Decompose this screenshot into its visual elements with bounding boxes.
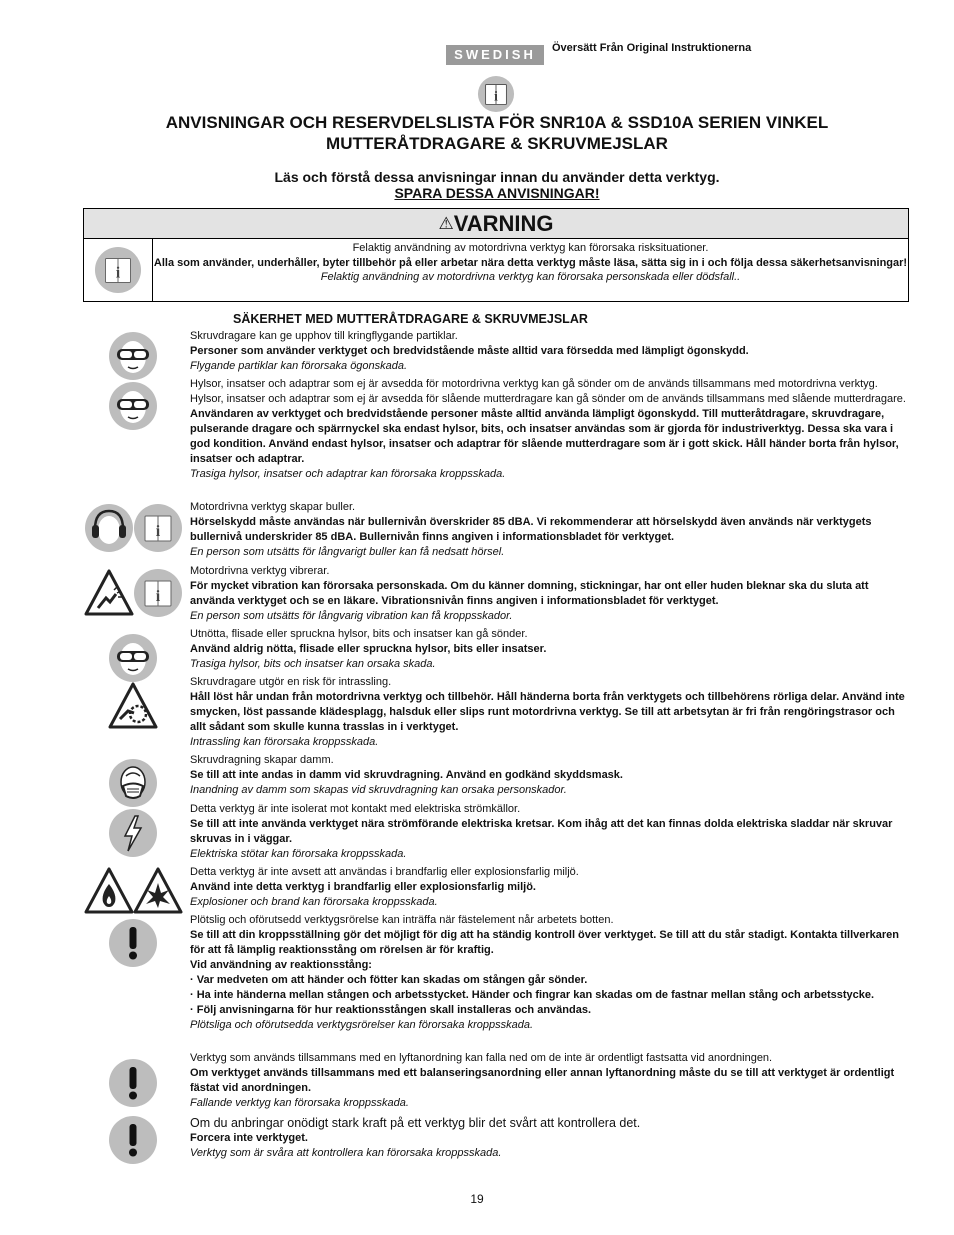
svg-text:i: i [115,264,121,282]
safety-entry-vibration [190,564,910,624]
exclamation-icon [108,1058,158,1108]
safety-entry-worn-sockets [190,627,910,672]
entry-subheading: Vid användning av reaktionsstång: [190,959,372,971]
entry-hazard: Utnötta, flisade eller spruckna hylsor, bits och insatser kan gå sönder. [190,628,528,640]
page-number: 19 [470,1192,484,1206]
entry-bullet: · Följ anvisningarna för hur reaktionsstången skall installeras och användas. [190,1004,592,1016]
entry-consequence: Trasiga hylsor, bits och insatser kan orsaka skada. [190,658,436,670]
entry-consequence: Plötsliga och oförutsedda verktygsrörelser kan förorsaka kroppsskada. [190,1019,534,1031]
entanglement-icon [108,681,158,731]
book-icon [477,75,515,113]
safety-entry-reaction-bar [190,913,910,1033]
language-badge: SWEDISH [446,45,544,65]
entry-instruction: Använd aldrig nötta, flisade eller spruckna hylsor, bits eller insatser. [190,643,547,655]
exclamation-icon [108,1115,158,1165]
entry-consequence: Flygande partiklar kan förorsaka ögonskada. [190,360,408,372]
entry-instruction: Forcera inte verktyget. [190,1132,308,1144]
translation-note: Översätt Från Original Instruktionerna [552,42,752,54]
book-icon [133,568,183,618]
safety-entry-eye-protection [190,329,910,374]
entry-consequence: En person som utsätts för långvarig vibration kan få kroppsskador. [190,610,513,622]
safety-entry-dust [190,753,910,798]
section-title: SÄKERHET MED MUTTERÅTDRAGARE & SKRUVMEJSLAR [233,312,588,326]
entry-consequence: Intrassling kan förorsaka kroppsskada. [190,736,379,748]
entry-hazard: Plötslig och oförutsedd verktygsrörelse kan inträffa när fästelement når arbetets botten. [190,914,614,926]
safety-entry-explosive [190,865,910,910]
entry-bullet: · Var medveten om att händer och fötter kan skadas om stången går sönder. [190,974,588,986]
entry-consequence: Elektriska stötar kan förorsaka kroppsskada. [190,848,407,860]
electric-shock-icon [108,808,158,858]
warning-line-3: Felaktig användning av motordrivna verktyg kan förorsaka personskada eller dödsfall.. [320,271,741,283]
entry-consequence: En person som utsätts för långvarigt buller kan få nedsatt hörsel. [190,546,505,558]
entry-hazard: Skruvdragning skapar damm. [190,754,334,766]
warning-text [153,239,908,301]
entry-hazard: Skruvdragare kan ge upphov till kringflygande partiklar. [190,330,458,342]
page-subtitle [100,169,894,201]
entry-consequence: Verktyg som är svåra att kontrollera kan förorsaka kroppsskada. [190,1147,502,1159]
safety-entry-lifting [190,1051,910,1111]
mask-icon [108,758,158,808]
entry-bullet: · Ha inte händerna mellan stången och arbetsstycket. Händer och fingrar kan skadas om de fastnar mellan stång och arbetsstycke. [190,989,875,1001]
vibration-icon [84,568,134,618]
book-icon [133,503,183,553]
safety-entry-noise [190,500,910,560]
book-icon [94,246,142,294]
page-title [100,112,894,154]
safety-entry-entanglement [190,675,910,750]
entry-instruction: Användaren av verktyget och bredvidstående personer måste alltid använda lämpligt ögonskydd. Till mutteråtdragare, skruvdragare, pulserande dragare och spärrnyckel ska endast hylsor, bits, och insatser användas som är gjorda för industriverktyg. Dessa ska vara i god kondition. Använd endast hylsor, insatser och adaptrar för slående mutterdragare som är i gott skick. Håll händer borta från hylsor, insatser och adaptrar. [190,408,899,465]
safety-entry-force [190,1115,910,1161]
entry-hazard: Detta verktyg är inte avsett att användas i brandfarlig eller explosionsfarlig miljö. [190,866,579,878]
goggles-icon [108,633,158,683]
ear-protection-icon [84,503,134,553]
entry-hazard: Detta verktyg är inte isolerat mot kontakt med elektriska strömkällor. [190,803,521,815]
entry-instruction: För mycket vibration kan förorsaka personskada. Om du känner domning, stickningar, har ont eller huden bleknar ska du sluta att använda verktyget och se en läkare. Vibrationsnivån finns angiven i informationsbladet för verktyget. [190,580,869,607]
warning-heading [84,209,908,239]
title-line-2: MUTTERÅTDRAGARE & SKRUVMEJSLAR [326,134,668,153]
safety-entry-electric [190,802,910,862]
warning-line-1: Felaktig användning av motordrivna verktyg kan förorsaka risksituationer. [352,242,709,254]
subtitle-line-1: Läs och förstå dessa anvisningar innan du använder detta verktyg. [274,169,720,185]
entry-consequence: Inandning av damm som skapas vid skruvdragning kan orsaka personskador. [190,784,567,796]
entry-instruction: Hörselskydd måste användas när bullernivån överskrider 85 dBA. Vi rekommenderar att hörselskydd även används när verktygets bullernivå underskrider 85 dBA. Bullernivån finns angiven i informationsbladet för verktyget. [190,516,872,543]
entry-instruction: Håll löst hår undan från motordrivna verktyg och tillbehör. Håll händerna borta från verktygets och tillbehörens rörliga delar. Använd inte smycken, löst passande klädesplagg, halsduk eller slips runt motordrivna verktyg. Se till att arbetsytan är fri från rengöringstrasor och allt sådant som skulle kunna trasslas in i verktyget. [190,691,905,733]
entry-consequence: Explosioner och brand kan förorsaka kroppsskada. [190,896,438,908]
warning-heading-text: VARNING [453,211,554,236]
warning-box [83,208,909,302]
entry-instruction: Använd inte detta verktyg i brandfarlig eller explosionsfarlig miljö. [190,881,536,893]
entry-instruction: Om verktyget används tillsammans med ett balanseringsanordning eller annan lyftanordning måste du se till att verktyget är ordentligt fästat vid anordningen. [190,1067,895,1094]
entry-consequence: Fallande verktyg kan förorsaka kroppsskada. [190,1097,409,1109]
warning-triangle-icon: ⚠ [438,214,454,233]
entry-consequence: Trasiga hylsor, insatser och adaptrar kan förorsaka kroppsskada. [190,468,506,480]
fire-icon [84,866,134,916]
warning-line-2: Alla som använder, underhåller, byter tillbehör på eller arbetar nära detta verktyg måste läsa, sätta sig in i och följa dessa säkerhetsanvisningar! [153,256,908,269]
goggles-icon [108,381,158,431]
subtitle-line-2: SPARA DESSA ANVISNINGAR! [394,185,600,201]
entry-instruction: Se till att inte använda verktyget nära strömförande elektriska kretsar. Kom ihåg att det kan finnas dolda elektriska sladdar när skruvar skruvas in i väggar. [190,818,893,845]
svg-text:i: i [494,88,498,104]
title-line-1: ANVISNINGAR OCH RESERVDELSLISTA FÖR SNR10A & SSD10A SERIEN VINKEL [165,113,829,132]
safety-entry-sockets [190,377,910,482]
entry-hazard: Motordrivna verktyg skapar buller. [190,501,356,513]
entry-hazard: Verktyg som används tillsammans med en lyftanordning kan falla ned om de inte är ordentligt fastsatta vid anordningen. [190,1052,773,1064]
entry-hazard: Skruvdragare utgör en risk för intrassling. [190,676,392,688]
entry-instruction: Personer som använder verktyget och bredvidstående måste alltid vara försedda med lämpligt ögonskydd. [190,345,749,357]
entry-hazard: Motordrivna verktyg vibrerar. [190,565,330,577]
entry-hazard: Om du anbringar onödigt stark kraft på ett verktyg blir det svårt att kontrollera det. [190,1116,641,1130]
explosion-icon [133,866,183,916]
exclamation-icon [108,918,158,968]
entry-instruction: Se till att inte andas in damm vid skruvdragning. Använd en godkänd skyddsmask. [190,769,623,781]
entry-hazard: Hylsor, insatser och adaptrar som ej är avsedda för motordrivna verktyg kan gå sönder om de används tillsammans med motordrivna verktyg. Hylsor, insatser och adaptrar som ej är avsedda för slående mutterdragare kan gå sönder om de används tillsammans med slående mutterdragare. [190,378,906,405]
goggles-icon [108,331,158,381]
entry-instruction: Se till att din kroppsställning gör det möjligt för dig att ha ständig kontroll över verktyget. Se till att du står stadigt. Kontakta tillverkaren för att få lämplig reaktionsstång om rörelsen är för kraftig. [190,929,899,956]
